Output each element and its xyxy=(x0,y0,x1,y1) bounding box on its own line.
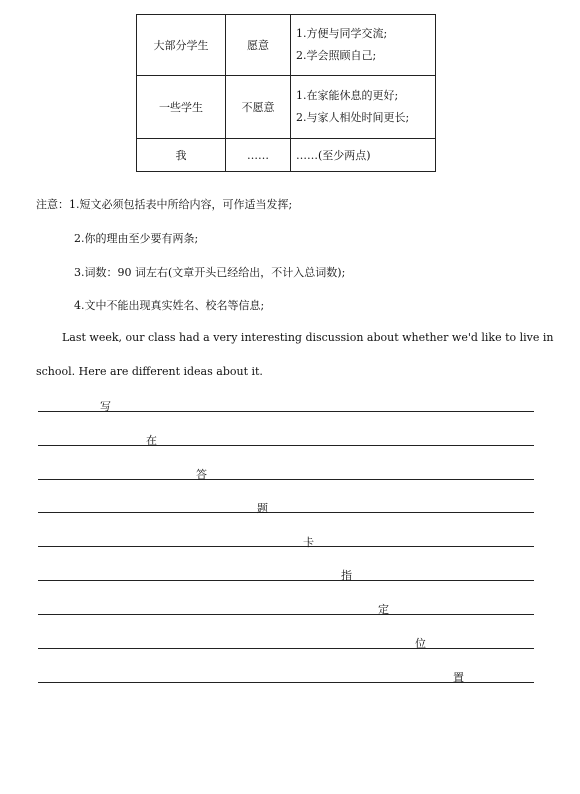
note-2: 2.你的理由至少要有两条; xyxy=(74,232,199,245)
group-cell: 大部分学生 xyxy=(137,15,226,76)
note-3: 3.词数：90 词左右(文章开头已经给出，不计入总词数); xyxy=(74,266,346,279)
table-row xyxy=(137,76,436,139)
watermark-char: 卡 xyxy=(303,536,314,549)
choice-cell: 愿意 xyxy=(226,15,291,76)
watermark-char: 在 xyxy=(146,434,157,447)
writing-line xyxy=(38,580,534,581)
watermark-char: 定 xyxy=(378,603,389,616)
reason-text: 2.与家人相处时间更长; xyxy=(296,111,410,124)
reason-text: 1.在家能休息的更好; xyxy=(296,89,399,102)
group-cell: 一些学生 xyxy=(137,76,226,139)
note-4: 4.文中不能出现真实姓名、校名等信息; xyxy=(74,299,265,312)
writing-line xyxy=(38,479,534,480)
writing-line xyxy=(38,614,534,615)
reasons-cell xyxy=(291,15,436,76)
note-1: 注意：1.短文必须包括表中所给内容，可作适当发挥; xyxy=(36,198,293,211)
choice-cell: …… xyxy=(226,139,291,172)
watermark-char: 置 xyxy=(453,671,464,684)
table-row xyxy=(137,139,436,172)
writing-line xyxy=(38,546,534,547)
group-cell: 我 xyxy=(137,139,226,172)
writing-line xyxy=(38,445,534,446)
writing-line xyxy=(38,411,534,412)
watermark-char: 题 xyxy=(257,502,268,515)
watermark-char: 答 xyxy=(196,468,207,481)
writing-line xyxy=(38,648,534,649)
watermark-char: 写 xyxy=(100,400,111,413)
passage-line-2: school. Here are different ideas about it. xyxy=(36,365,263,378)
passage-line-1: Last week, our class had a very interesting discussion about whether we'd like to live in xyxy=(62,331,554,344)
reason-text: 2.学会照顾自己; xyxy=(296,49,377,62)
reason-text: 1.方便与同学交流; xyxy=(296,27,388,40)
survey-table xyxy=(136,14,436,172)
choice-cell: 不愿意 xyxy=(226,76,291,139)
watermark-char: 指 xyxy=(341,569,352,582)
table-row xyxy=(137,15,436,76)
watermark-char: 位 xyxy=(415,637,426,650)
writing-line xyxy=(38,512,534,513)
reasons-cell xyxy=(291,76,436,139)
reasons-cell: ……(至少两点) xyxy=(291,139,436,172)
